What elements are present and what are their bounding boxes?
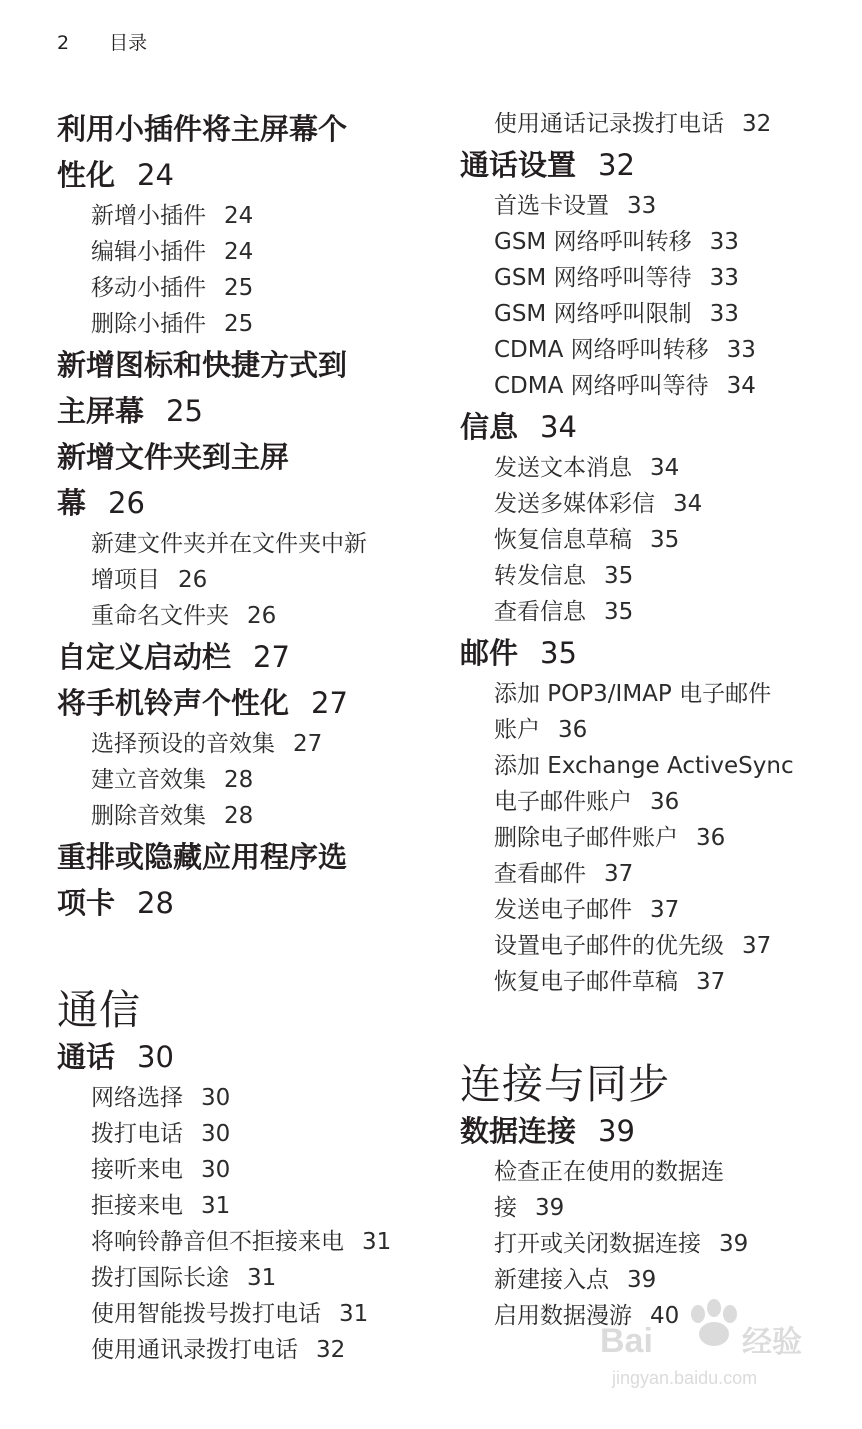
toc-entry-text: 接 [494,1195,517,1221]
toc-page-number: 30 [201,1085,231,1111]
toc-heading [57,680,437,726]
toc-entry-text: 接听来电 [91,1157,183,1183]
toc-page-number: 35 [540,636,577,670]
toc-heading [57,480,437,526]
toc-entry-text: 选择预设的音效集 [91,731,275,757]
toc-page-number: 32 [598,148,635,182]
toc-subheading [57,1188,437,1224]
toc-page-number: 37 [604,861,634,887]
toc-entry-text: 恢复电子邮件草稿 [494,969,678,995]
toc-page-number: 28 [224,767,254,793]
toc-page-number: 25 [224,311,254,337]
toc-page-number: 34 [540,410,577,444]
toc-entry-text: 设置电子邮件的优先级 [494,933,724,959]
toc-page-number: 35 [604,599,634,625]
toc-entry-text: GSM 网络呼叫转移 [494,229,692,255]
toc-heading [57,880,437,926]
toc-entry-text: 性化 [57,158,116,192]
toc-entry-text: 自定义启动栏 [57,640,232,674]
toc-page-number: 33 [726,337,756,363]
toc-subheading [460,1190,800,1226]
toc-page-number: 32 [742,111,772,137]
toc-entry-text: 项卡 [57,886,116,920]
toc-page-number: 26 [108,486,145,520]
toc-page-number: 32 [316,1337,346,1363]
toc-subheading [460,820,800,856]
toc-entry-text: 新增小插件 [91,203,206,229]
toc-heading [57,342,437,388]
toc-entry-text: 查看信息 [494,599,586,625]
toc-subheading [460,1262,800,1298]
toc-subheading [57,1080,437,1116]
toc-entry-text: 通信 [57,986,141,1034]
toc-page-number: 35 [604,563,634,589]
toc-entry-text: GSM 网络呼叫等待 [494,265,692,291]
toc-page-number: 28 [137,886,174,920]
toc-entry-text: 主屏幕 [57,394,145,428]
toc-entry-text: 重排或隐藏应用程序选 [57,840,348,874]
toc-entry-text: 删除小插件 [91,311,206,337]
toc-entry-text: 信息 [460,410,519,444]
toc-subheading [460,892,800,928]
toc-entry-text: 账户 [494,717,540,743]
toc-heading [57,388,437,434]
toc-entry-text: 邮件 [460,636,519,670]
toc-heading [57,434,437,480]
toc-heading [460,630,800,676]
toc-page-number: 36 [650,789,680,815]
toc-page-number: 39 [535,1195,565,1221]
page-header [57,28,147,55]
toc-entry-text: 连接与同步 [460,1060,670,1108]
toc-page-number: 30 [201,1121,231,1147]
toc-heading [460,404,800,450]
section-gap [57,926,437,986]
toc-page-number: 25 [166,394,203,428]
toc-subheading [57,1296,437,1332]
toc-subheading [57,798,437,834]
toc-entry-text: 建立音效集 [91,767,206,793]
toc-subheading [460,224,800,260]
toc-heading [460,1108,800,1154]
toc-entry-text: 恢复信息草稿 [494,527,632,553]
toc-entry-text: 删除音效集 [91,803,206,829]
toc-subheading [460,188,800,224]
toc-entry-text: 使用通讯录拨打电话 [91,1337,298,1363]
toc-page-number: 37 [742,933,772,959]
header-title: 目录 [109,32,148,54]
toc-subheading [460,1226,800,1262]
toc-subheading [57,526,437,562]
toc-subheading [460,928,800,964]
toc-entry-text: 通话设置 [460,148,577,182]
toc-heading [57,634,437,680]
toc-entry-text: 通话 [57,1040,116,1074]
svg-text:经验: 经验 [742,1325,802,1360]
toc-subheading [460,1154,800,1190]
toc-entry-text: 发送多媒体彩信 [494,491,655,517]
toc-subheading [57,270,437,306]
toc-page-number: 34 [650,455,680,481]
toc-page-number: 30 [137,1040,174,1074]
toc-page-number: 28 [224,803,254,829]
toc-entry-text: CDMA 网络呼叫等待 [494,373,709,399]
toc-entry-text: 打开或关闭数据连接 [494,1231,701,1257]
toc-page-number: 31 [362,1229,392,1255]
toc-entry-text: 数据连接 [460,1114,577,1148]
toc-entry-text: 拨打国际长途 [91,1265,229,1291]
toc-entry-text: 首选卡设置 [494,193,609,219]
toc-page-number: 26 [178,567,208,593]
toc-entry-text: 新建接入点 [494,1267,609,1293]
toc-page-number: 36 [558,717,588,743]
toc-page-number: 39 [627,1267,657,1293]
page-number: 2 [57,32,70,54]
toc-subheading [57,1332,437,1368]
toc-subheading [57,1224,437,1260]
toc-left-column [57,106,437,1368]
toc-page-number: 27 [253,640,290,674]
toc-subheading [460,856,800,892]
toc-entry-text: 发送电子邮件 [494,897,632,923]
toc-subheading [57,726,437,762]
toc-entry-text: 幕 [57,486,87,520]
toc-subheading [460,558,800,594]
toc-subheading [460,106,800,142]
toc-entry-text: 添加 POP3/IMAP 电子邮件 [494,681,772,707]
toc-subheading [57,762,437,798]
toc-subheading [57,562,437,598]
svg-text:Bai: Bai [600,1322,653,1360]
toc-entry-text: GSM 网络呼叫限制 [494,301,692,327]
toc-entry-text: 将手机铃声个性化 [57,686,290,720]
toc-page-number: 34 [726,373,756,399]
toc-subheading [57,1260,437,1296]
toc-entry-text: 将响铃静音但不拒接来电 [91,1229,344,1255]
toc-page-number: 33 [709,301,739,327]
toc-subheading [460,964,800,1000]
toc-subheading [460,486,800,522]
toc-entry-text: 启用数据漫游 [494,1303,632,1329]
toc-subheading [460,260,800,296]
toc-page-number: 26 [247,603,277,629]
toc-subheading [460,522,800,558]
section-title [57,986,437,1034]
toc-entry-text: 利用小插件将主屏幕个 [57,112,348,146]
toc-entry-text: 拒接来电 [91,1193,183,1219]
toc-entry-text: 拨打电话 [91,1121,183,1147]
toc-subheading [460,296,800,332]
toc-page-number: 33 [709,265,739,291]
toc-subheading [460,676,800,712]
toc-page-number: 37 [650,897,680,923]
toc-page-number: 27 [293,731,323,757]
toc-entry-text: 删除电子邮件账户 [494,825,678,851]
toc-page-number: 25 [224,275,254,301]
toc-entry-text: CDMA 网络呼叫转移 [494,337,709,363]
svg-text:jingyan.baidu.com: jingyan.baidu.com [612,1368,758,1388]
toc-heading [57,1034,437,1080]
toc-entry-text: 新增图标和快捷方式到 [57,348,348,382]
toc-page-number: 36 [696,825,726,851]
toc-page-number: 39 [719,1231,749,1257]
toc-entry-text: 重命名文件夹 [91,603,229,629]
toc-page-number: 24 [137,158,174,192]
toc-page-number: 31 [201,1193,231,1219]
toc-subheading [460,784,800,820]
toc-entry-text: 新增文件夹到主屏 [57,440,290,474]
toc-subheading [57,234,437,270]
toc-page-number: 34 [673,491,703,517]
toc-right-column [460,106,800,1334]
toc-page-number: 40 [650,1303,680,1329]
toc-entry-text: 添加 Exchange ActiveSync [494,753,794,779]
toc-entry-text: 使用智能拨号拨打电话 [91,1301,321,1327]
toc-page-number: 35 [650,527,680,553]
toc-page-number: 24 [224,203,254,229]
toc-entry-text: 新建文件夹并在文件夹中新 [91,531,367,557]
toc-entry-text: 编辑小插件 [91,239,206,265]
section-title [460,1060,800,1108]
toc-page-number: 27 [311,686,348,720]
paw-logo-icon [691,1299,737,1346]
toc-page-number: 37 [696,969,726,995]
toc-page-number: 31 [339,1301,369,1327]
toc-entry-text: 发送文本消息 [494,455,632,481]
toc-subheading [57,1152,437,1188]
toc-heading [460,142,800,188]
toc-subheading [460,450,800,486]
toc-entry-text: 电子邮件账户 [494,789,632,815]
toc-entry-text: 检查正在使用的数据连 [494,1159,724,1185]
toc-page-number: 33 [627,193,657,219]
toc-page-number: 24 [224,239,254,265]
toc-entry-text: 网络选择 [91,1085,183,1111]
toc-subheading [460,748,800,784]
toc-entry-text: 转发信息 [494,563,586,589]
toc-subheading [460,332,800,368]
toc-subheading [57,198,437,234]
toc-subheading [57,598,437,634]
toc-page-number: 30 [201,1157,231,1183]
toc-entry-text: 移动小插件 [91,275,206,301]
toc-subheading [57,306,437,342]
baidu-jingyan-watermark [600,1296,815,1396]
toc-page-number: 31 [247,1265,277,1291]
toc-heading [57,834,437,880]
toc-page-number: 33 [709,229,739,255]
toc-page-number: 39 [598,1114,635,1148]
toc-subheading [460,368,800,404]
toc-entry-text: 查看邮件 [494,861,586,887]
toc-entry-text: 增项目 [91,567,160,593]
toc-entry-text: 使用通话记录拨打电话 [494,111,724,137]
toc-heading [57,106,437,152]
toc-subheading [460,594,800,630]
section-gap [460,1000,800,1060]
toc-subheading [57,1116,437,1152]
toc-subheading [460,712,800,748]
toc-heading [57,152,437,198]
